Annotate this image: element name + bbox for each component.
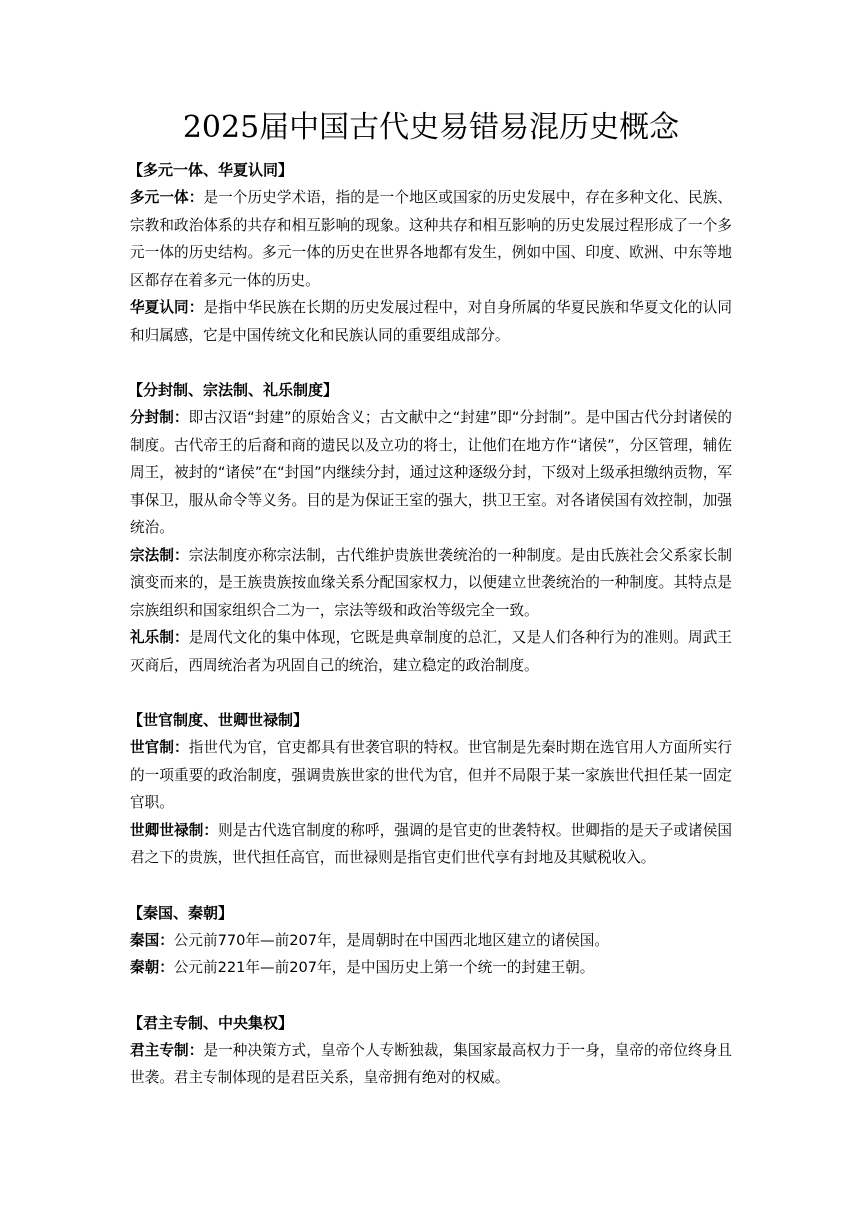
term-definition: 指世代为官，官吏都具有世袭官职的特权。世官制是先秦时期在选官用人方面所实行的一项重要的政治制度，强调贵族世家的世代为官，但并不局限于某一家族世代担任某一固定官职。 — [130, 739, 732, 811]
term-definition: 是周代文化的集中体现，它既是典章制度的总汇，又是人们各种行为的准则。周武王灭商后，西周统治者为巩固自己的统治，建立稳定的政治制度。 — [130, 629, 732, 674]
term-definition: 是指中华民族在长期的历史发展过程中，对自身所属的华夏民族和华夏文化的认同和归属感，它是中国传统文化和民族认同的重要组成部分。 — [130, 299, 732, 344]
term-entry — [130, 954, 732, 982]
term-definition: 公元前770年—前207年，是周朝时在中国西北地区建立的诸侯国。 — [173, 931, 609, 949]
term-definition: 公元前221年—前207年，是中国历史上第一个统一的封建王朝。 — [173, 959, 595, 976]
term-name: 多元一体： — [130, 189, 204, 206]
section-duoyuan-huaxia — [130, 156, 732, 349]
term-entry — [130, 542, 732, 625]
section-junzhu-zhongyang — [130, 1009, 732, 1092]
term-name: 秦国： — [130, 931, 174, 949]
term-name: 世卿世禄制： — [130, 821, 219, 839]
document-page — [130, 100, 732, 1092]
term-entry — [130, 817, 732, 872]
term-entry — [130, 184, 732, 294]
section-heading: 【君主专制、中央集权】 — [128, 1013, 294, 1032]
section-heading: 【分封制、宗法制、礼乐制度】 — [128, 381, 339, 399]
term-name: 华夏认同： — [130, 299, 204, 316]
term-definition: 是一个历史学术语，指的是一个地区或国家的历史发展中，存在多种文化、民族、宗教和政治体系的共存和相互影响的现象。这种共存和相互影响的历史发展过程形成了一个多元一体的历史结构。多元一体的历史在世界各地都有发生，例如中国、印度、欧洲、中东等地区都存在着多元一体的历史。 — [130, 189, 732, 289]
term-definition: 是一种决策方式，皇帝个人专断独裁，集国家最高权力于一身，皇帝的帝位终身且世袭。君主专制体现的是君臣关系，皇帝拥有绝对的权威。 — [130, 1041, 732, 1086]
document-title: 2025届中国古代史易错易混历史概念 — [182, 110, 680, 145]
term-entry — [130, 404, 732, 542]
term-name: 秦朝： — [130, 959, 174, 976]
section-fenfeng-zongfa-liyue — [130, 376, 732, 679]
term-name: 世官制： — [130, 739, 189, 756]
section-heading: 【秦国、秦朝】 — [128, 903, 234, 922]
term-entry — [130, 294, 732, 349]
term-definition: 即古汉语“封建”的原始含义；古文献中之“封建”即“分封制”。是中国古代分封诸侯的制度。古代帝王的后裔和商的遗民以及立功的将士，让他们在地方作“诸侯”，分区管理，辅佐周王，被封的“诸侯”在“封国”内继续分封，通过这种逐级分封，下级对上级承担缴纳贡物，军事保卫，服从命令等义务。目的是为保证王室的强大，拱卫王室。对各诸侯国有效控制，加强统治。 — [130, 409, 732, 536]
section-heading: 【多元一体、华夏认同】 — [128, 161, 294, 179]
term-name: 礼乐制： — [130, 629, 189, 646]
term-name: 君主专制： — [130, 1041, 204, 1059]
section-qinguo-qinchao — [130, 899, 732, 982]
section-heading: 【世官制度、世卿世禄制】 — [128, 711, 309, 729]
term-entry — [130, 624, 732, 679]
term-definition: 宗法制度亦称宗法制，古代维护贵族世袭统治的一种制度。是由氏族社会父系家长制演变而来的，是王族贵族按血缘关系分配国家权力，以便建立世袭统治的一种制度。其特点是宗族组织和国家组织合二为一，宗法等级和政治等级完全一致。 — [130, 546, 732, 619]
term-definition: 则是古代选官制度的称呼，强调的是官吏的世袭特权。世卿指的是天子或诸侯国君之下的贵族，世代担任高官，而世禄则是指官吏们世代享有封地及其赋税收入。 — [130, 821, 732, 866]
term-name: 宗法制： — [130, 546, 189, 564]
term-name: 分封制： — [130, 409, 189, 426]
term-entry — [130, 1037, 732, 1092]
term-entry — [130, 734, 732, 817]
term-entry — [130, 927, 732, 955]
section-shiguan-shiqing — [130, 706, 732, 872]
